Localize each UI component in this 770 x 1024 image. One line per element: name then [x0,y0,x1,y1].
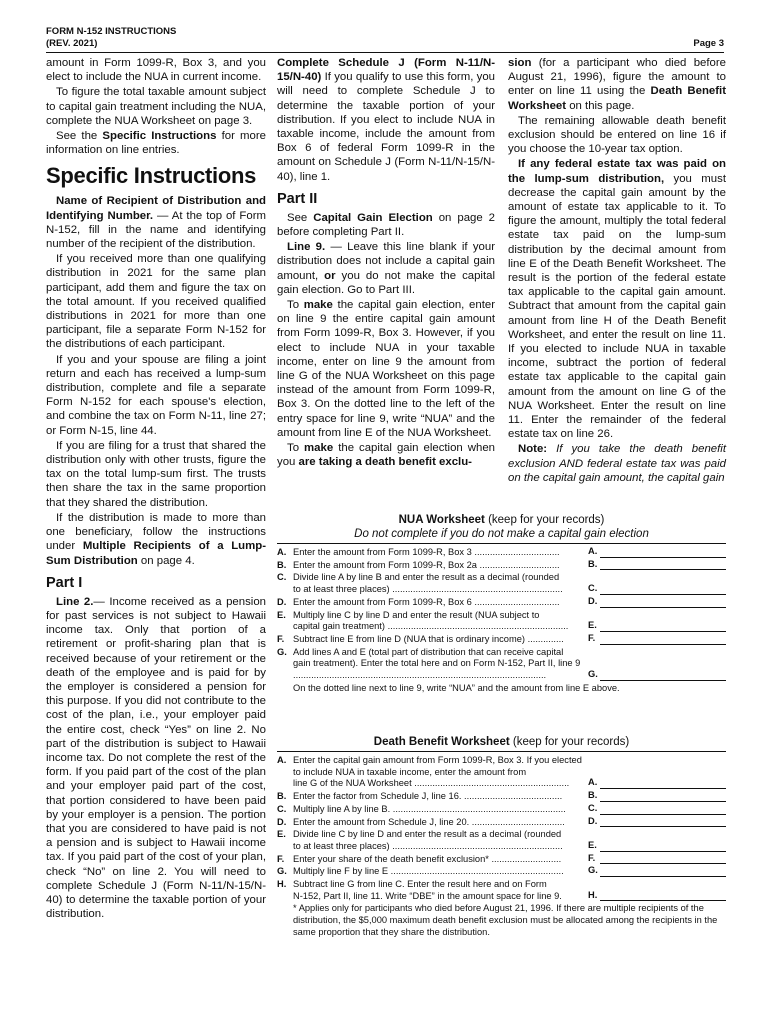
answer-line[interactable] [600,597,726,608]
answer-line[interactable] [600,890,726,901]
paragraph: To make the capital gain election when you are taking a death benefit exclu- [277,442,495,469]
paragraph: sion (for a participant who died before August 21, 1996), figure the amount to enter on line 11 using the Death Benefit Worksheet on this page. [508,57,726,112]
answer-line[interactable] [600,816,726,827]
answer-field[interactable] [588,596,726,608]
answer-line[interactable] [600,778,726,789]
worksheet-line [277,572,726,595]
worksheet-line [277,610,726,633]
worksheet-line [277,547,726,559]
answer-field[interactable] [588,620,726,632]
paragraph: Complete Schedule J (Form N-11/N-15/N-40) If you qualify to use this form, you will need to complete Schedule J to determine the taxable portion of your distribution. If you elect to include NUA in taxable income, include the amount from Box 6 of federal Form 1099-R in the amount on Schedule J (Form N-11/N-15/N-40), line 1. [277,57,495,183]
answer-line[interactable] [600,804,726,815]
line-letter: D. [277,596,287,607]
answer-letter: G. [588,865,598,876]
line-letter: B. [277,559,287,570]
nua-worksheet [277,513,726,694]
answer-field[interactable] [588,559,726,571]
answer-letter: F. [588,852,596,863]
paragraph: To make the capital gain election, enter on line 9 the entire capital gain amount from Form 1099-R, Box 3. However, if you elect to include NUA in your taxable income, enter on line 9 the amount from line G of the NUA Worksheet on this page instead of the amount from Form 1099-R, Box 3. On the dotted line to the left of the entry space for line 9, write “NUA” and the amount from line E of the NUA Worksheet. [277,299,495,439]
line-text: Enter the amount from Form 1099-R, Box 6 ................................. [293,596,560,607]
worksheet-line [277,755,726,790]
worksheet-line [277,791,726,803]
line-letter: A. [277,755,287,765]
line-letter: F. [277,853,285,864]
death-benefit-worksheet [277,735,726,939]
answer-line[interactable] [600,841,726,852]
line-letter: F. [277,633,285,644]
answer-letter: A. [588,546,598,556]
answer-letter: D. [588,595,598,606]
paragraph: amount in Form 1099-R, Box 3, and you elect to include the NUA in current income. [46,57,266,84]
worksheet-line [277,854,726,866]
answer-line[interactable] [600,547,726,558]
worksheet-line [277,560,726,572]
section-title: Specific Instructions [46,163,257,189]
paragraph: See the Specific Instructions for more information on line entries. [46,130,266,157]
answer-field[interactable] [588,546,726,558]
line-text: Divide line C by line D and enter the result as a decimal (rounded to at least three places) .................................................................. [293,829,563,851]
answer-letter: E. [588,620,597,631]
worksheet-line [277,866,726,878]
line-text: Multiply line F by line E ................................................................... [293,866,564,877]
line-letter: E. [277,829,286,840]
header-rule [46,52,724,53]
answer-letter: D. [588,815,598,826]
worksheet-footnote: * Applies only for participants who died before August 21, 1996. If there are multiple recipients of the distribution, the $5,000 maximum death benefit exclusion must be allocated among the recipients in the same proportion that they share the distribution. [293,903,718,937]
answer-line[interactable] [600,584,726,595]
answer-field[interactable] [588,816,726,828]
form-revision: (REV. 2021) [46,38,98,49]
answer-field[interactable] [588,890,726,902]
answer-letter: A. [588,777,598,788]
worksheet-line [277,647,726,682]
paragraph: To figure the total taxable amount subject to capital gain treatment including the NUA, complete the NUA Worksheet on page 3. [46,86,266,127]
line-letter: B. [277,791,287,802]
line-text: Add lines A and E (total part of distribution that can receive capital gain treatment). Enter the total here and on Form N-152, Part II, line 9 .................................................................................................. [293,646,581,681]
paragraph: If you are filing for a trust that shared the distribution only with other trusts, figure the tax on the total lump-sum first. The trusts then share the tax in the same proportion that they shared the distribution. [46,439,266,509]
answer-line[interactable] [600,634,726,645]
worksheet-title: Death Benefit Worksheet (keep for your records) [277,735,726,752]
paragraph: Name of Recipient of Distribution and Identifying Number. — At the top of Form N-152, fill in the name and identifying number of the recipient of the distribution. [46,195,266,251]
answer-field[interactable] [588,583,726,595]
line-letter: C. [277,572,287,583]
line-text: Enter the amount from Form 1099-R, Box 2a ............................... [293,559,560,570]
answer-field[interactable] [588,840,726,852]
paragraph: If you received more than one qualifying distribution in 2021 for the same plan participant, add them and figure the tax on the total amount. If you received qualified distributions in 2021 for more than one participant, file a separate Form N-152 for the distributions of each participant. [46,253,266,351]
answer-field[interactable] [588,865,726,877]
form-number: FORM N-152 INSTRUCTIONS [46,26,177,37]
answer-line[interactable] [600,853,726,864]
answer-letter: B. [588,790,598,801]
line-text: Multiply line C by line D and enter the result (NUA subject to capital gain treatment) ...................................................................... [293,609,569,632]
answer-letter: C. [588,802,598,813]
worksheet-line [277,817,726,829]
column-middle [277,56,495,470]
line-letter: G. [277,866,287,877]
line-text: Enter your share of the death benefit exclusion* ........................... [293,853,562,864]
paragraph: Note: If you take the death benefit exclusion AND federal estate tax was paid on the capital gain amount, the capital gain [508,443,726,484]
worksheet-line [277,804,726,816]
line-letter: H. [277,879,287,890]
answer-field[interactable] [588,803,726,815]
paragraph: Line 9. — Leave this line blank if your distribution does not include a capital gain amount, or you do not make the capital gain election. Go to Part III. [277,241,495,296]
answer-letter: G. [588,669,598,680]
line-letter: G. [277,646,287,657]
answer-line[interactable] [600,559,726,570]
paragraph: Line 2.— Income received as a pension for past services is not subject to Hawaii income tax. Only that portion of a retirement or profit-sharing plan that is received because of your retirement or the death of the employee and is paid for by the employer is considered a pension for this purpose. If you did not contribute to the cost of the plan, i.e., your employer paid the entire cost, check “Yes” on line 2. No part of the distribution is subject to Hawaii income tax. Do not complete the rest of the form. If you paid part of the cost of the plan and your employer paid part of the cost, that portion considered to have been paid by your employer is a pension. The portion that you are considered to have paid is not a pension and is subject to Hawaii income tax. If you paid part of the cost of your plan, check “No” on line 2. You will need to complete Schedule J (Form N-11/N-15/N-40) to determine the taxable portion of your distribution. [46,595,266,921]
paragraph: See Capital Gain Election on page 2 before completing Part II. [277,211,495,239]
line-text: Enter the amount from Form 1099-R, Box 3 ................................. [293,547,560,557]
line-text: Enter the capital gain amount from Form 1099-R, Box 3. If you elected to include NUA in taxable income, enter the amount from line G of the NUA Worksheet ............................................................ [293,755,582,789]
answer-letter: B. [588,558,598,569]
line-text: Multiply line A by line B. ................................................................... [293,803,566,814]
line-text: Enter the amount from Schedule J, line 20. .................................... [293,816,565,827]
answer-letter: E. [588,839,597,850]
worksheet-line [277,634,726,646]
answer-field[interactable] [588,790,726,802]
answer-line[interactable] [600,866,726,877]
line-text: Divide line A by line B and enter the result as a decimal (rounded to at least three places) .................................................................. [293,572,563,595]
paragraph: If any federal estate tax was paid on the lump-sum distribution, you must decrease the capital gain amount by the amount of estate tax applicable to it. To figure the amount, multiply the total federal estate tax paid on the lump-sum distribution by the decimal amount from line E of the Death Benefit Worksheet. The result is the portion of the federal estate tax applicable to the capital gain amount. Subtract that amount from the capital gain amount from line H of the Death Benefit Worksheet, and enter the result on line 11. If you elected to include NUA in taxable income, subtract the portion of federal estate tax applicable to the capital gain amount from the amount on line G of the NUA Worksheet. Enter the result on line 11. Enter the remainder of the federal estate tax on line 26. [508,158,726,441]
answer-field[interactable] [588,853,726,865]
page-number: Page 3 [693,38,724,49]
column-right [508,56,726,486]
paragraph: If you and your spouse are filing a joint return and each has received a lump-sum distribution, complete and file a separate Form N-152 for each spouse's election, and combine the tax on Form N-11, line 27; or Form N-15, line 44. [46,353,266,437]
answer-field[interactable] [588,669,726,681]
answer-line[interactable] [600,621,726,632]
answer-field[interactable] [588,633,726,645]
line-letter: D. [277,816,287,827]
line-text: Subtract line G from line C. Enter the result here and on Form N-152, Part II, line 11. Write “DBE” in the amount space for line 9. [293,879,562,901]
line-letter: E. [277,609,286,620]
worksheet-line [277,829,726,852]
worksheet-subtitle: Do not complete if you do not make a capital gain election [277,527,726,544]
line-text: Enter the factor from Schedule J, line 16. ...................................... [293,791,563,802]
answer-letter: H. [588,889,598,900]
paragraph: If the distribution is made to more than one beneficiary, follow the instructions under Multiple Recipients of a Lump-Sum Distribution on page 4. [46,511,266,567]
part-heading: Part II [277,190,318,207]
column-left [46,56,266,922]
answer-line[interactable] [600,791,726,802]
form-header [46,26,176,50]
worksheet-line [277,597,726,609]
part-heading: Part I [46,574,83,591]
line-letter: C. [277,803,287,814]
line-text: Subtract line E from line D (NUA that is ordinary income) .............. [293,633,564,644]
line-letter: A. [277,547,287,557]
worksheet-line [277,879,726,902]
answer-field[interactable] [588,777,726,789]
paragraph: The remaining allowable death benefit exclusion should be entered on line 16 if you choose the 10-year tax option. [508,114,726,156]
worksheet-title: NUA Worksheet (keep for your records) [398,514,605,526]
worksheet-note: On the dotted line next to line 9, write “NUA” and the amount from line E above. [293,682,620,693]
answer-line[interactable] [600,670,726,681]
answer-letter: C. [588,583,598,594]
answer-letter: F. [588,632,596,643]
